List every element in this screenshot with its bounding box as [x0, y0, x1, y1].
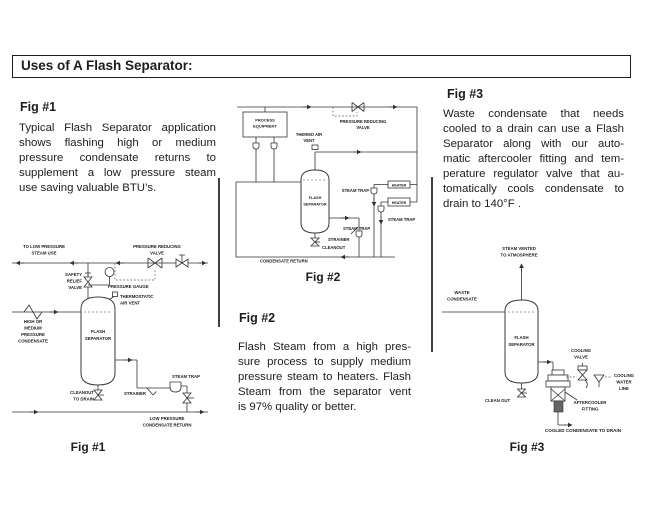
fig1-diagram [10, 238, 212, 438]
fig2-label-steam-trap-1: STEAM TRAP [341, 188, 369, 193]
fig2-label-heater-1: HEATER [391, 183, 407, 188]
column-divider-left [218, 178, 220, 327]
fig2-label-strainer: STRAINER [328, 237, 350, 242]
fig1-label-pressure-reducing-valve: PRESSURE REDUCING VALVE [133, 244, 181, 256]
fig2-label-steam-trap-2: STEAM TRAP [388, 217, 416, 222]
fig2-paragraph: Flash Steam from a high pres- sure process to supply medium pressure steam to heaters. Flash Steam from the separator vent is 97% quality or better. [238, 341, 411, 413]
strainer-icon [147, 388, 157, 395]
fig2-label-process-equipment: PROCESS EQUIPMENT [253, 117, 277, 129]
fig2-label-thermo-air-vent: THERMO AIR VENT [295, 132, 323, 143]
cooling-water-funnel-icon [594, 375, 611, 387]
steam-trap-icon [253, 143, 259, 149]
cooling-valve-icon [578, 363, 587, 388]
fig1-paragraph: Typical Flash Separator application shows flashing high or medium pressure condensate returns to supplement a low pressure steam use saving valuable BTU’s. [19, 122, 216, 194]
page-title-box [12, 55, 631, 78]
sensing-line [333, 107, 357, 116]
valve-icon [176, 255, 188, 267]
fig1-label-cleanout: CLEANOUT TO DRAIN [70, 390, 94, 402]
aftercooler-fitting-icon [546, 370, 577, 412]
steam-trap-icon [356, 231, 362, 237]
fig1-label-safety-relief-valve: SAFETY RELIEF VALVE [65, 272, 82, 290]
flash-separator-vessel [301, 170, 329, 233]
fig3-label-clean-out: CLEAN OUT [485, 398, 511, 403]
vent-pipe [315, 152, 417, 170]
cleanout-valve-icon [311, 238, 320, 246]
steam-trap-icon [271, 143, 277, 149]
fig2-heading: Fig #2 [239, 311, 276, 325]
fig3-label-waste-condensate: WASTE CONDENSATE [447, 290, 477, 302]
pressure-gauge-icon [88, 268, 114, 286]
fig1-label-thermostatic-air-vent: THERMOSTATIC AIR VENT [120, 294, 154, 306]
fig1-caption: Fig #1 [70, 440, 106, 454]
fig2-label-pressure-reducing-valve: PRESSURE REDUCING VALVE [339, 119, 387, 130]
outlet-pipe [538, 362, 553, 370]
fig3-labels [447, 246, 635, 433]
fig3-label-steam-vented: STEAM VENTED TO ATMOSPHERE [500, 246, 538, 258]
fig1-label-steam-trap: STEAM TRAP [172, 374, 200, 379]
fig1-label-vessel: FLASH SEPARATOR [84, 329, 112, 341]
sensing-line [115, 263, 155, 280]
steam-trap-icon [170, 382, 181, 392]
fig2-label-vessel: FLASH SEPARATOR [303, 196, 327, 207]
fig3-label-cooling-valve: COOLING VALVE [570, 348, 592, 360]
page-title: Uses of A Flash Separator: [21, 58, 193, 73]
thermo-air-vent-icon [312, 145, 318, 150]
thermostatic-air-vent-icon [110, 292, 118, 299]
fig2-label-heater-2: HEATER [391, 200, 407, 205]
fig2-caption: Fig #2 [305, 270, 341, 284]
fig1-heading: Fig #1 [20, 100, 57, 114]
fig3-paragraph: Waste condensate that needs cooled to a drain can use a Flash Separator along with our auto- matic aftercooler fitting and tem- perature regulator valve that au- tomatically cools condensate to drain to 140°F . [443, 108, 624, 210]
fig1-label-to-low-pressure: TO LOW PRESSURE STEAM USE [23, 244, 65, 256]
fig3-label-cooling-water-line: COOLING WATER LINE [613, 373, 635, 391]
fig2-diagram [233, 100, 433, 270]
fig1-label-strainer: STRAINER [124, 391, 146, 396]
steam-trap-icon [378, 206, 384, 212]
fig3-label-aftercooler-fitting: AFTERCOOLER FITTING [573, 400, 607, 412]
fig2-labels [253, 118, 415, 264]
valve-icon [183, 393, 194, 403]
fig3-heading: Fig #3 [447, 87, 484, 101]
fig1-label-pressure-gauge: PRESSURE GAUGE [108, 284, 149, 289]
drain-pipe [558, 412, 566, 425]
fig2-label-condensate-return: CONDENSATE RETURN [260, 258, 308, 264]
fig2-label-cleanout: CLEANOUT [322, 245, 346, 250]
steam-trap-icon [371, 188, 377, 194]
fig1-label-high-or-medium: HIGH OR MEDIUM PRESSURE CONDENSATE [18, 319, 48, 344]
fig3-label-vessel: FLASH SEPARATOR [508, 335, 535, 347]
flash-separator-vessel [81, 297, 115, 385]
fig1-label-low-pressure-return: LOW PRESSURE CONDENSATE RETURN [142, 416, 192, 428]
outlet-pipe [115, 360, 170, 388]
fig3-label-cooled-condensate: COOLED CONDENSATE TO DRAIN [544, 428, 622, 433]
fig3-diagram [438, 242, 643, 442]
fig2-label-steam-trap-3: STEAM TRAP [343, 226, 371, 231]
cleanout-valve-icon [518, 389, 528, 397]
cleanout-valve-icon [94, 390, 104, 400]
fig3-caption: Fig #3 [509, 440, 545, 454]
